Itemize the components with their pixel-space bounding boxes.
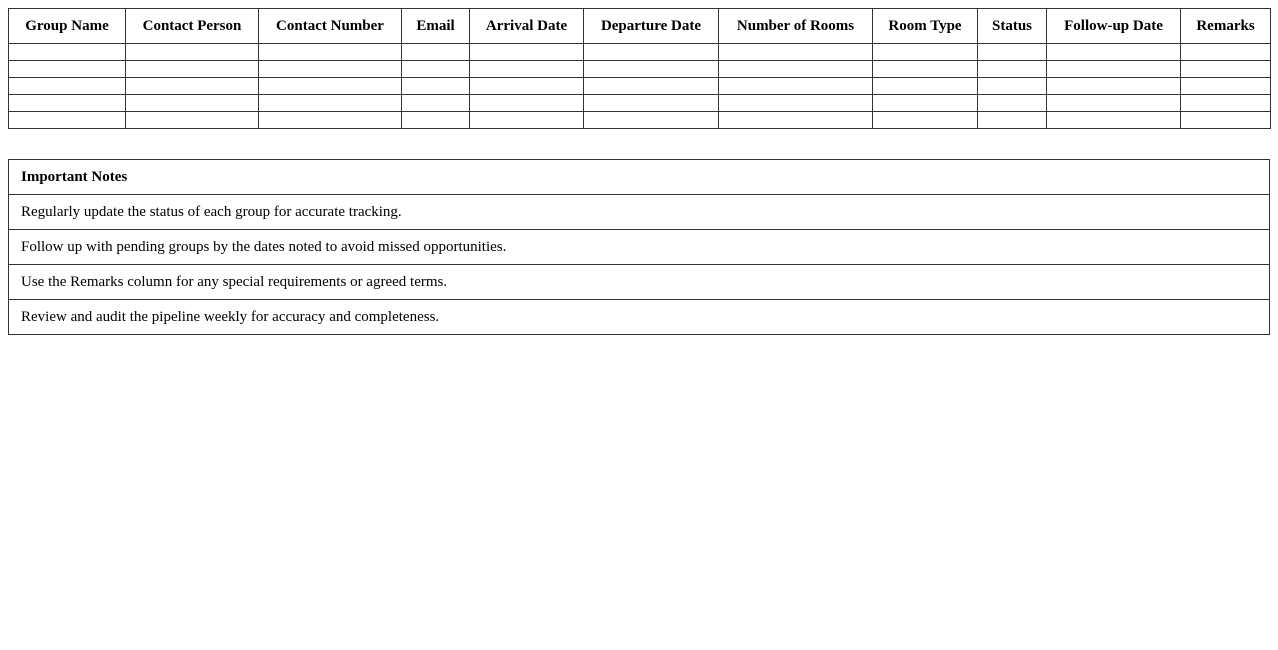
column-header-email: Email: [402, 9, 470, 44]
cell-room-type[interactable]: [873, 61, 978, 78]
cell-group-name[interactable]: [9, 112, 126, 129]
cell-contact-number[interactable]: [259, 78, 402, 95]
cell-arrival-date[interactable]: [470, 61, 584, 78]
note-item: Regularly update the status of each group for accurate tracking.: [9, 195, 1270, 230]
cell-departure-date[interactable]: [584, 112, 719, 129]
column-header-contact-person: Contact Person: [126, 9, 259, 44]
cell-contact-number[interactable]: [259, 95, 402, 112]
cell-departure-date[interactable]: [584, 44, 719, 61]
cell-number-of-rooms[interactable]: [719, 61, 873, 78]
cell-status[interactable]: [978, 44, 1047, 61]
cell-room-type[interactable]: [873, 78, 978, 95]
cell-departure-date[interactable]: [584, 78, 719, 95]
cell-email[interactable]: [402, 44, 470, 61]
cell-arrival-date[interactable]: [470, 44, 584, 61]
cell-room-type[interactable]: [873, 112, 978, 129]
cell-contact-number[interactable]: [259, 61, 402, 78]
cell-room-type[interactable]: [873, 44, 978, 61]
cell-contact-number[interactable]: [259, 112, 402, 129]
cell-number-of-rooms[interactable]: [719, 78, 873, 95]
cell-remarks[interactable]: [1181, 78, 1271, 95]
note-item: Use the Remarks column for any special requirements or agreed terms.: [9, 265, 1270, 300]
cell-contact-number[interactable]: [259, 44, 402, 61]
cell-remarks[interactable]: [1181, 44, 1271, 61]
table-header-row: [9, 9, 1271, 44]
cell-arrival-date[interactable]: [470, 95, 584, 112]
cell-status[interactable]: [978, 112, 1047, 129]
cell-remarks[interactable]: [1181, 112, 1271, 129]
note-item: Review and audit the pipeline weekly for accuracy and completeness.: [9, 300, 1270, 335]
cell-email[interactable]: [402, 95, 470, 112]
note-row: [9, 195, 1270, 230]
cell-departure-date[interactable]: [584, 95, 719, 112]
cell-contact-person[interactable]: [126, 44, 259, 61]
table-row: [9, 61, 1271, 78]
cell-email[interactable]: [402, 78, 470, 95]
cell-number-of-rooms[interactable]: [719, 112, 873, 129]
note-row: [9, 300, 1270, 335]
cell-follow-up-date[interactable]: [1047, 61, 1181, 78]
cell-number-of-rooms[interactable]: [719, 95, 873, 112]
column-header-contact-number: Contact Number: [259, 9, 402, 44]
notes-title-row: [9, 160, 1270, 195]
cell-status[interactable]: [978, 78, 1047, 95]
column-header-status: Status: [978, 9, 1047, 44]
cell-follow-up-date[interactable]: [1047, 78, 1181, 95]
cell-follow-up-date[interactable]: [1047, 112, 1181, 129]
cell-departure-date[interactable]: [584, 61, 719, 78]
cell-email[interactable]: [402, 112, 470, 129]
cell-contact-person[interactable]: [126, 78, 259, 95]
column-header-group-name: Group Name: [9, 9, 126, 44]
group-pipeline-table: [8, 8, 1271, 129]
table-row: [9, 95, 1271, 112]
cell-contact-person[interactable]: [126, 95, 259, 112]
cell-arrival-date[interactable]: [470, 112, 584, 129]
column-header-room-type: Room Type: [873, 9, 978, 44]
cell-contact-person[interactable]: [126, 112, 259, 129]
note-row: [9, 230, 1270, 265]
column-header-departure-date: Departure Date: [584, 9, 719, 44]
cell-follow-up-date[interactable]: [1047, 44, 1181, 61]
table-row: [9, 44, 1271, 61]
table-row: [9, 78, 1271, 95]
cell-remarks[interactable]: [1181, 95, 1271, 112]
cell-email[interactable]: [402, 61, 470, 78]
cell-status[interactable]: [978, 61, 1047, 78]
cell-number-of-rooms[interactable]: [719, 44, 873, 61]
cell-remarks[interactable]: [1181, 61, 1271, 78]
notes-title: Important Notes: [9, 160, 1270, 195]
cell-group-name[interactable]: [9, 78, 126, 95]
important-notes-table: [8, 159, 1270, 335]
column-header-arrival-date: Arrival Date: [470, 9, 584, 44]
cell-group-name[interactable]: [9, 44, 126, 61]
cell-contact-person[interactable]: [126, 61, 259, 78]
cell-group-name[interactable]: [9, 95, 126, 112]
note-row: [9, 265, 1270, 300]
column-header-remarks: Remarks: [1181, 9, 1271, 44]
table-row: [9, 112, 1271, 129]
cell-follow-up-date[interactable]: [1047, 95, 1181, 112]
note-item: Follow up with pending groups by the dates noted to avoid missed opportunities.: [9, 230, 1270, 265]
column-header-number-of-rooms: Number of Rooms: [719, 9, 873, 44]
cell-arrival-date[interactable]: [470, 78, 584, 95]
cell-room-type[interactable]: [873, 95, 978, 112]
cell-status[interactable]: [978, 95, 1047, 112]
cell-group-name[interactable]: [9, 61, 126, 78]
column-header-follow-up-date: Follow-up Date: [1047, 9, 1181, 44]
